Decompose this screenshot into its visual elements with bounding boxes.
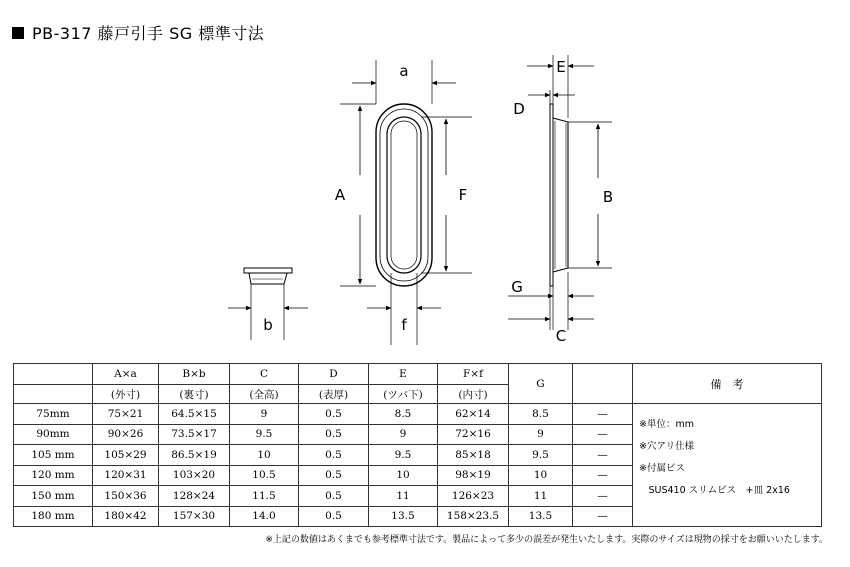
table-cell: 10 xyxy=(369,465,438,486)
table-cell: 0.5 xyxy=(299,445,369,466)
header-C-sub: (全高) xyxy=(230,385,299,404)
size-cell: 90mm xyxy=(14,424,93,445)
page-title-text: PB-317 藤戸引手 SG 標準寸法 xyxy=(32,24,265,43)
table-cell: 126×23 xyxy=(438,486,509,507)
size-cell: 120 mm xyxy=(14,465,93,486)
table-cell: 13.5 xyxy=(509,506,573,527)
table-cell: 64.5×15 xyxy=(159,404,230,425)
table-cell: — xyxy=(573,445,633,466)
remark-line: SUS410 スリムビス +皿 2x16 xyxy=(639,485,790,496)
label-D: D xyxy=(513,100,525,118)
header-Bxb-sub: (裏寸) xyxy=(159,385,230,404)
table-cell: 11 xyxy=(509,486,573,507)
header-D: D xyxy=(299,364,369,385)
header-Fxf-sub: (内寸) xyxy=(438,385,509,404)
header-E: E xyxy=(369,364,438,385)
handle-front-view xyxy=(376,104,432,286)
table-cell: — xyxy=(573,404,633,425)
header-D-sub: (表厚) xyxy=(299,385,369,404)
table-cell: 90×26 xyxy=(93,424,159,445)
table-cell: 9 xyxy=(509,424,573,445)
table-cell: 9 xyxy=(230,404,299,425)
table-cell: 98×19 xyxy=(438,465,509,486)
footnote: ※上記の数値はあくまでも参考標準寸法です。製品によって多少の誤差が発生いたします。実際のサイズは現物の採寸をお願いいたします。 xyxy=(265,535,828,545)
header-Axa: A×a xyxy=(93,364,159,385)
table-cell: 103×20 xyxy=(159,465,230,486)
table-cell: — xyxy=(573,486,633,507)
label-B: B xyxy=(602,188,614,206)
table-cell: 10 xyxy=(509,465,573,486)
table-cell: 0.5 xyxy=(299,465,369,486)
size-cell: 180 mm xyxy=(14,506,93,527)
table-cell: 11.5 xyxy=(230,486,299,507)
table-cell: 0.5 xyxy=(299,404,369,425)
table-cell: 150×36 xyxy=(93,486,159,507)
table-cell: 8.5 xyxy=(369,404,438,425)
remark-line: ※穴アリ仕様 xyxy=(639,441,695,452)
table-cell: 13.5 xyxy=(369,506,438,527)
table-cell: 85×18 xyxy=(438,445,509,466)
header-E-sub: (ツバ下) xyxy=(369,385,438,404)
table-cell: 180×42 xyxy=(93,506,159,527)
table-cell: 158×23.5 xyxy=(438,506,509,527)
table-cell: 9.5 xyxy=(509,445,573,466)
table-cell: 9 xyxy=(369,424,438,445)
header-Bxb: B×b xyxy=(159,364,230,385)
spec-table xyxy=(13,363,822,527)
handle-side-view xyxy=(550,104,568,286)
header-remarks: 備 考 xyxy=(633,364,822,404)
table-cell: 10 xyxy=(230,445,299,466)
table-cell: 105×29 xyxy=(93,445,159,466)
table-cell: 128×24 xyxy=(159,486,230,507)
header-G: G xyxy=(509,364,573,404)
table-cell: 73.5×17 xyxy=(159,424,230,445)
table-cell: — xyxy=(573,506,633,527)
label-A: A xyxy=(334,186,346,204)
table-cell: 86.5×19 xyxy=(159,445,230,466)
table-cell: 9.5 xyxy=(230,424,299,445)
label-C: C xyxy=(555,327,567,345)
remark-line: ※単位：mm xyxy=(639,419,694,430)
size-cell: 105 mm xyxy=(14,445,93,466)
handle-end-view xyxy=(244,268,292,284)
table-cell: 10.5 xyxy=(230,465,299,486)
header-Fxf: F×f xyxy=(438,364,509,385)
table-cell: 14.0 xyxy=(230,506,299,527)
header-extra xyxy=(573,364,633,404)
label-F: F xyxy=(458,186,468,204)
table-cell: 75×21 xyxy=(93,404,159,425)
table-cell: 62×14 xyxy=(438,404,509,425)
table-cell: 11 xyxy=(369,486,438,507)
size-cell: 150 mm xyxy=(14,486,93,507)
label-E: E xyxy=(556,58,566,76)
table-cell: 157×30 xyxy=(159,506,230,527)
table-row xyxy=(14,404,822,425)
table-cell: 9.5 xyxy=(369,445,438,466)
remarks-cell xyxy=(633,404,822,527)
table-cell: 0.5 xyxy=(299,424,369,445)
table-cell: 72×16 xyxy=(438,424,509,445)
label-f: f xyxy=(401,316,407,334)
label-b: b xyxy=(263,316,273,334)
header-Axa-sub: (外寸) xyxy=(93,385,159,404)
header-C: C xyxy=(230,364,299,385)
table-cell: — xyxy=(573,424,633,445)
table-cell: 0.5 xyxy=(299,486,369,507)
label-G: G xyxy=(511,278,523,296)
header-blank xyxy=(14,364,93,385)
header-blank-sub xyxy=(14,385,93,404)
size-cell: 75mm xyxy=(14,404,93,425)
remark-line: ※付属ビス xyxy=(639,463,685,474)
table-cell: — xyxy=(573,465,633,486)
table-cell: 120×31 xyxy=(93,465,159,486)
table-cell: 0.5 xyxy=(299,506,369,527)
label-a: a xyxy=(399,62,409,80)
table-cell: 8.5 xyxy=(509,404,573,425)
